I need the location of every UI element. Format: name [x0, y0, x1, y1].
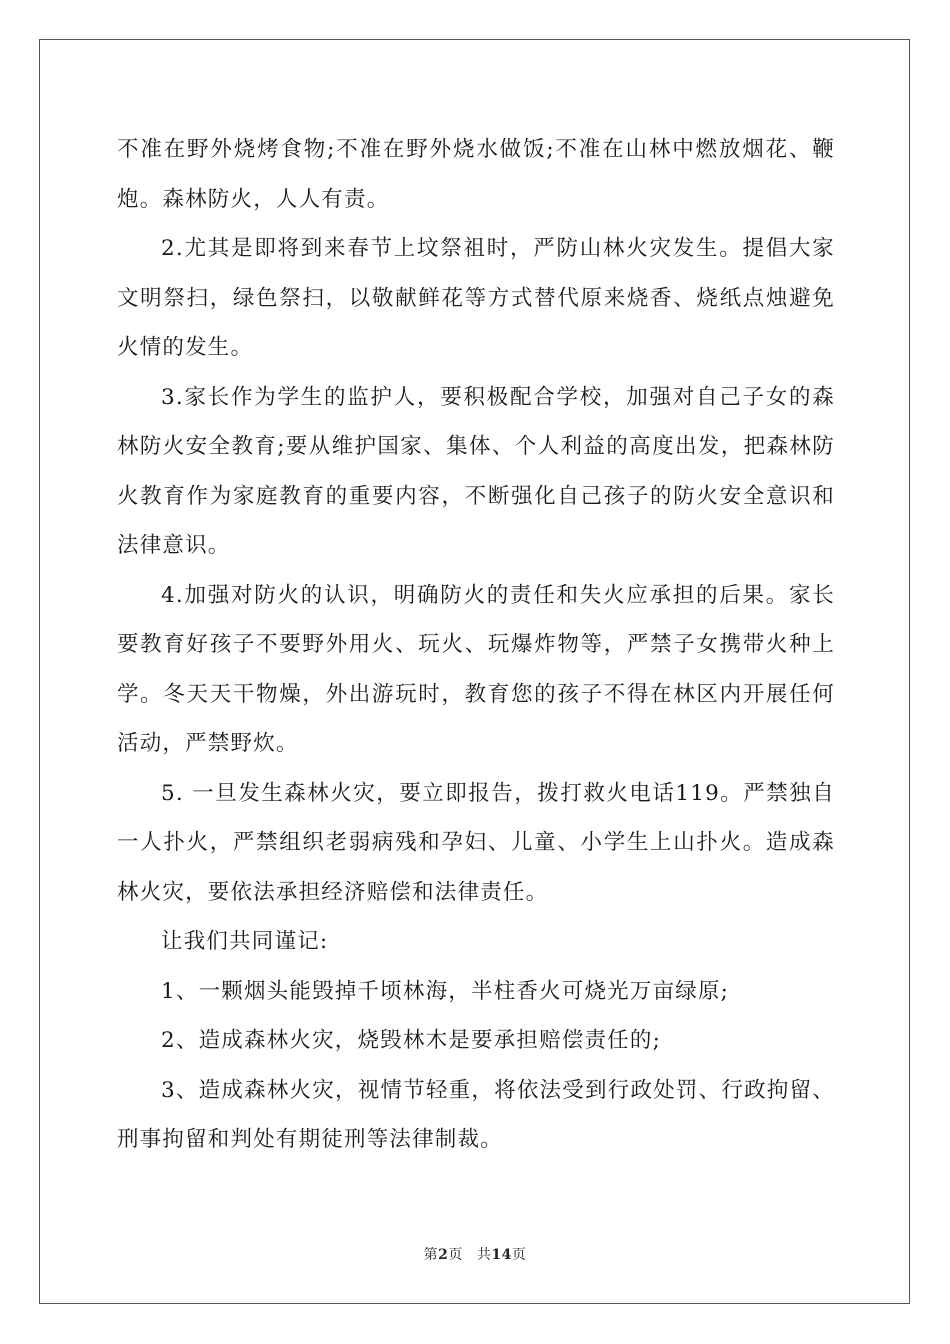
paragraph-item-5: 5. 一旦发生森林火灾，要立即报告，拨打救火电话119。严禁独自一人扑火，严禁组织老弱病残和孕妇、儿童、小学生上山扑火。造成森林火灾，要依法承担经济赔偿和法律责任。 — [117, 780, 835, 905]
total-pages: 14 — [491, 1247, 512, 1263]
page-prefix: 第 — [423, 1247, 439, 1263]
document-body — [117, 125, 835, 1165]
paragraph-remember-heading: 让我们共同谨记: — [161, 929, 329, 954]
paragraph-item-4: 4.加强对防火的认识，明确防火的责任和失火应承担的后果。家长要教育好孩子不要野外用火、玩火、玩爆炸物等，严禁子女携带火种上学。冬天天干物燥，外出游玩时，教育您的孩子不得在林区内开展任何活动，严禁野炊。 — [117, 582, 835, 756]
paragraph-remember-1: 1、一颗烟头能毁掉千顷林海，半柱香火可烧光万亩绿原; — [161, 978, 730, 1004]
page-number: 2 — [438, 1247, 449, 1263]
page-footer — [0, 1244, 950, 1264]
total-prefix: 共 — [476, 1247, 492, 1263]
page-suffix: 页 — [448, 1247, 463, 1263]
paragraph-fire-rules: 不准在野外烧烤食物;不准在野外烧水做饭;不准在山林中燃放烟花、鞭炮。森林防火，人人有责。 — [117, 137, 835, 212]
total-suffix: 页 — [511, 1247, 527, 1263]
paragraph-remember-3: 3、造成森林火灾，视情节轻重，将依法受到行政处罚、行政拘留、刑事拘留和判处有期徒刑等法律制裁。 — [117, 1077, 835, 1152]
paragraph-item-2: 2.尤其是即将到来春节上坟祭祖时，严防山林火灾发生。提倡大家文明祭扫，绿色祭扫，以敬献鲜花等方式替代原来烧香、烧纸点烛避免火情的发生。 — [117, 236, 835, 360]
paragraph-remember-2: 2、造成森林火灾，烧毁林木是要承担赔偿责任的; — [161, 1028, 662, 1053]
paragraph-item-3: 3.家长作为学生的监护人，要积极配合学校，加强对自己子女的森林防火安全教育;要从维护国家、集体、个人利益的高度出发，把森林防火教育作为家庭教育的重要内容，不断强化自己孩子的防火安全意识和法律意识。 — [117, 384, 835, 558]
